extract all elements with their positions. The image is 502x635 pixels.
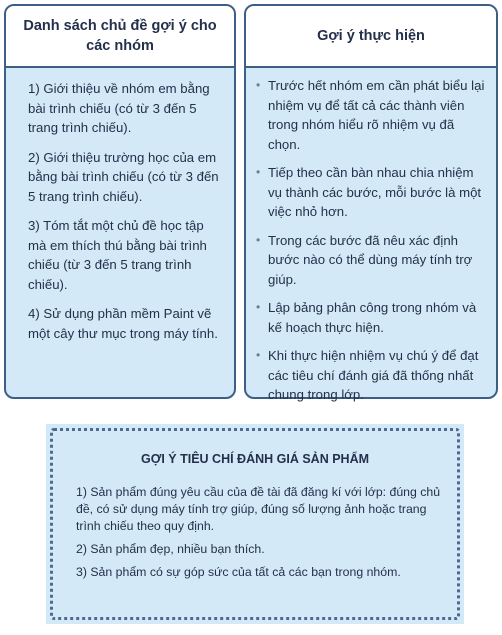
topic-list [28, 79, 224, 353]
criteria-item: 3) Sản phẩm có sự góp sức của tất cả các bạn trong nhóm. [76, 565, 401, 579]
implementation-tips-panel [244, 4, 498, 402]
tip-text: Trong các bước đã nêu xác định bước nào có thể dùng máy tính trợ giúp. [268, 232, 473, 287]
bullet-icon: • [256, 232, 261, 247]
topic-suggestions-title: Danh sách chủ đề gợi ý cho các nhóm [6, 6, 234, 68]
tips-list [256, 76, 488, 414]
bullet-icon: • [256, 348, 261, 362]
tip-item [256, 346, 488, 405]
criteria-list [76, 484, 442, 587]
bullet-icon: • [256, 165, 261, 179]
topic-suggestions-panel [4, 4, 236, 399]
tip-item [256, 163, 488, 222]
tip-text: Tiếp theo cần bàn nhau chia nhiệm vụ thành các bước, mỗi bước là một việc nhỏ hơn. [268, 165, 482, 219]
evaluation-criteria-box [46, 424, 464, 624]
evaluation-criteria-title: GỢI Ý TIÊU CHÍ ĐÁNH GIÁ SẢN PHẨM [140, 452, 370, 466]
topic-item: 4) Sử dụng phần mềm Paint vẽ một cây thư mục trong máy tính. [28, 306, 218, 341]
tip-item [256, 76, 488, 154]
tip-item [256, 298, 488, 337]
criteria-item: 1) Sản phẩm đúng yêu cầu của đề tài đã đăng kí với lớp: đúng chủ đề, có sử dụng máy tính trợ giúp, đúng số lượng ảnh hoặc trang trình chiếu theo quy định. [76, 485, 441, 533]
implementation-tips-title: Gợi ý thực hiện [246, 6, 496, 68]
tip-item [256, 231, 488, 290]
topic-item: 1) Giới thiệu về nhóm em bằng bài trình chiếu (có từ 3 đến 5 trang trình chiếu). [28, 81, 210, 135]
tip-text: Trước hết nhóm em cần phát biểu lại nhiệm vụ để tất cả các thành viên trong nhóm hiểu rõ nhiệm vụ đã chọn. [268, 78, 485, 152]
bullet-icon: • [256, 78, 261, 92]
criteria-item: 2) Sản phẩm đẹp, nhiều bạn thích. [76, 542, 265, 556]
tip-text: Khi thực hiện nhiệm vụ chú ý để đạt các tiêu chí đánh giá đã thống nhất chung trong lớp. [268, 348, 479, 402]
bullet-icon: • [256, 300, 261, 314]
topic-item: 2) Giới thiệu trường học của em bằng bài trình chiếu (có từ 3 đến 5 trang trình chiếu). [28, 149, 219, 204]
tip-text: Lập bảng phân công trong nhóm và kế hoạch thực hiện. [268, 300, 477, 335]
topic-item: 3) Tóm tắt một chủ đề học tập mà em thích thú bằng bài trình chiếu (từ 3 đến 5 trang trình chiếu). [28, 218, 207, 292]
